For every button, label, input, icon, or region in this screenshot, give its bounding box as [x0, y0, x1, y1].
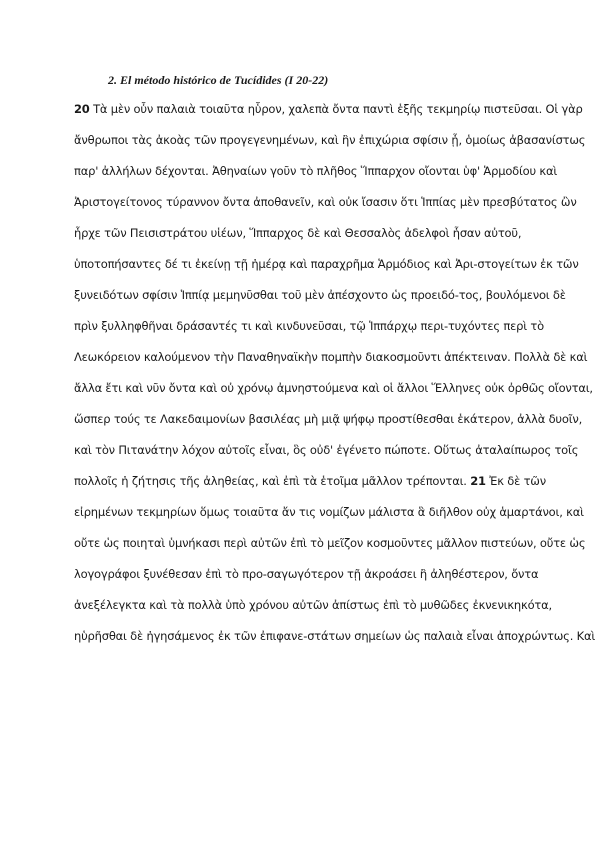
- text-line: [74, 193, 577, 224]
- text-line: [74, 255, 579, 286]
- text-span: ὑποτοπήσαντες δέ τι ἐκείνῃ τῇ ἡμέρᾳ καὶ παραχρῆμα Ἁρμόδιος καὶ Ἀρι-στογείτων ἐκ τῶν: [74, 257, 579, 271]
- text-line: [74, 348, 588, 379]
- text-line: [74, 162, 558, 193]
- text-span: Ἐκ δὲ τῶν: [485, 474, 546, 488]
- text-line: [74, 379, 593, 410]
- text-line: [74, 317, 544, 348]
- text-span: οὔτε ὡς ποιηταὶ ὑμνήκασι περὶ αὐτῶν ἐπὶ τὸ μεῖζον κοσμοῦντες μᾶλλον πιστεύων, οὔτε ὡς: [74, 536, 586, 550]
- chapter-number: 20: [74, 102, 90, 116]
- text-line: [74, 627, 596, 658]
- text-span: Τὰ μὲν οὖν παλαιὰ τοιαῦτα ηὗρον, χαλεπὰ ὄντα παντὶ ἑξῆς τεκμηρίῳ πιστεῦσαι. Οἱ γὰρ: [89, 102, 583, 116]
- text-span: ἄλλα ἔτι καὶ νῦν ὄντα καὶ οὐ χρόνῳ ἀμνηστούμενα καὶ οἱ ἄλλοι Ἕλληνες οὐκ ὀρθῶς οἴονται,: [74, 381, 593, 395]
- text-span: καὶ τὸν Πιτανάτην λόχον αὐτοῖς εἶναι, ὃς οὐδ' ἐγένετο πώποτε. Οὕτως ἀταλαίπωρος τοῖς: [74, 443, 579, 457]
- text-line: [74, 131, 586, 162]
- text-span: Ἀριστογείτονος τύραννον ὄντα ἀποθανεῖν, καὶ οὐκ ἴσασιν ὅτι Ἱππίας μὲν πρεσβύτατος ὢν: [74, 195, 577, 209]
- text-line: [74, 534, 586, 565]
- greek-text-body: [74, 100, 596, 658]
- text-line: [74, 100, 583, 131]
- text-span: ἦρχε τῶν Πεισιστράτου υἱέων, Ἵππαρχος δὲ καὶ Θεσσαλὸς ἀδελφοὶ ἦσαν αὐτοῦ,: [74, 226, 522, 240]
- chapter-number: 21: [470, 474, 486, 488]
- text-span: εἰρημένων τεκμηρίων ὅμως τοιαῦτα ἄν τις νομίζων μάλιστα ἃ διῆλθον οὐχ ἁμαρτάνοι, καὶ: [74, 505, 584, 519]
- text-line: [74, 441, 579, 472]
- text-line: [74, 224, 520, 255]
- text-line: [74, 472, 546, 503]
- text-span: ξυνειδότων σφίσιν Ἱππίᾳ μεμηνῦσθαι τοῦ μὲν ἀπέσχοντο ὡς προειδό-τος, βουλόμενοι δὲ: [74, 288, 566, 302]
- section-heading: 2. El método histórico de Tucídides (I 20-22): [108, 73, 329, 87]
- text-span: πολλοῖς ἡ ζήτησις τῆς ἀληθείας, καὶ ἐπὶ τὰ ἑτοῖμα μᾶλλον τρέπονται.: [74, 474, 471, 488]
- text-line: [74, 503, 584, 534]
- text-span: ἀνεξέλεγκτα καὶ τὰ πολλὰ ὑπὸ χρόνου αὐτῶν ἀπίστως ἐπὶ τὸ μυθῶδες ἐκνενικηκότα,: [74, 598, 552, 612]
- text-span: ἄνθρωποι τὰς ἀκοὰς τῶν προγεγενημένων, καὶ ἢν ἐπιχώρια σφίσιν ᾖ, ὁμοίως ἀβασανίστως: [74, 133, 586, 147]
- text-line: [74, 565, 539, 596]
- text-line: [74, 286, 566, 317]
- text-span: λογογράφοι ξυνέθεσαν ἐπὶ τὸ προ-σαγωγότερον τῇ ἀκροάσει ἢ ἀληθέστερον, ὄντα: [74, 567, 539, 581]
- text-span: Λεωκόρειον καλούμενον τὴν Παναθηναϊκὴν πομπὴν διακοσμοῦντι ἀπέκτειναν. Πολλὰ δὲ καὶ: [74, 350, 588, 364]
- text-line: [74, 596, 552, 627]
- text-span: ὥσπερ τούς τε Λακεδαιμονίων βασιλέας μὴ μιᾷ ψήφῳ προστίθεσθαι ἑκάτερον, ἀλλὰ δυοῖν,: [74, 412, 583, 426]
- text-span: παρ' ἀλλήλων δέχονται. Ἀθηναίων γοῦν τὸ πλῆθος Ἵππαρχον οἴονται ὑφ' Ἁρμοδίου καὶ: [74, 164, 558, 178]
- text-span: ηὑρῆσθαι δὲ ἡγησάμενος ἐκ τῶν ἐπιφανε-στάτων σημείων ὡς παλαιὰ εἶναι ἀποχρώντως. Καὶ: [74, 629, 596, 643]
- text-line: [74, 410, 583, 441]
- text-span: πρὶν ξυλληφθῆναι δράσαντές τι καὶ κινδυνεῦσαι, τῷ Ἱππάρχῳ περι-τυχόντες περὶ τὸ: [74, 319, 544, 333]
